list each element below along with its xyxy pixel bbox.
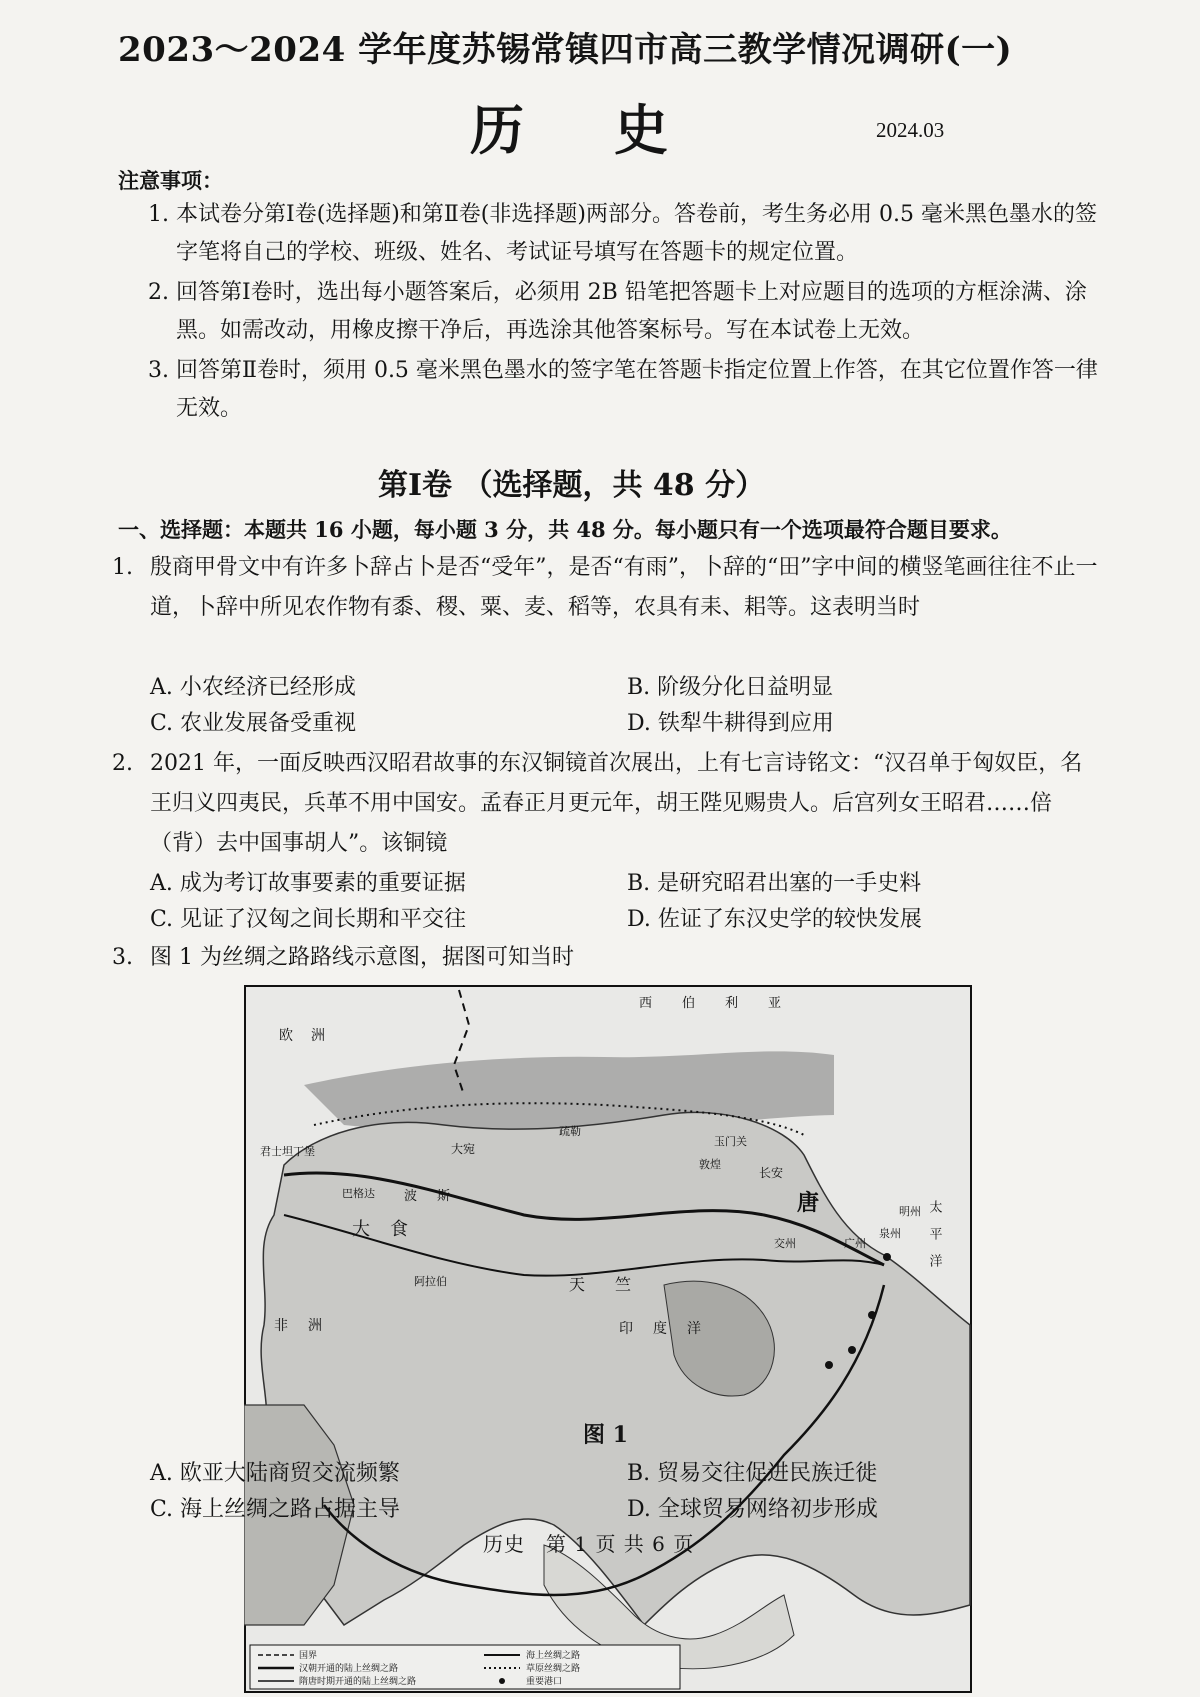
label-yumenguan: 玉门关 — [714, 1135, 747, 1148]
notice-heading: 注意事项： — [118, 168, 223, 193]
option-a: A. 成为考订故事要素的重要证据 — [150, 871, 466, 896]
notice-item-number: 2. — [148, 280, 169, 305]
legend-steppe-road: 草原丝绸之路 — [526, 1664, 581, 1674]
label-siberia: 西伯利亚 — [639, 996, 812, 1011]
port-marker — [848, 1346, 856, 1354]
exam-title: 2023～2024 学年度苏锡常镇四市高三教学情况调研(一) — [118, 30, 1013, 70]
option-a: A. 欧亚大陆商贸交流频繁 — [150, 1461, 400, 1486]
question-3 — [112, 938, 1102, 978]
label-sule: 疏勒 — [559, 1125, 581, 1138]
question-stem: 2021 年，一面反映西汉昭君故事的东汉铜镜首次展出，上有七言诗铭文：“汉召单于匈奴臣，名王归义四夷民，兵革不用中国安。孟春正月更元年，胡王陛见赐贵人。后宫列女王昭君……倍（背）去中国事胡人”。该铜镜 — [150, 751, 1083, 856]
question-number: 2. — [112, 751, 133, 776]
label-tianzhu: 天竺 — [569, 1275, 662, 1294]
notice-item-text: 回答第Ⅰ卷时，选出每小题答案后，必须用 2B 铅笔把答题卡上对应题目的选项的方框涂满、涂黑。如需改动，用橡皮擦干净后，再选涂其他答案标号。写在本试卷上无效。 — [176, 280, 1087, 343]
question-stem: 殷商甲骨文中有许多卜辞占卜是否“受年”，是否“有雨”，卜辞的“田”字中间的横竖笔画往往不止一道，卜辞中所见农作物有黍、稷、粟、麦、稻等，农具有耒、耜等。这表明当时 — [150, 555, 1098, 620]
legend-border: 国界 — [299, 1651, 318, 1661]
section-heading: 第Ⅰ卷 （选择题，共 48 分） — [378, 468, 766, 503]
label-arabia: 阿拉伯 — [414, 1275, 447, 1288]
label-baghdad: 巴格达 — [342, 1187, 375, 1200]
label-indian-ocean: 印度洋 — [619, 1321, 721, 1337]
label-jiaozhou: 交州 — [774, 1237, 796, 1250]
option-c: C. 农业发展备受重视 — [150, 711, 357, 736]
label-tang: 唐 — [797, 1191, 820, 1216]
label-mingzhou: 明州 — [899, 1205, 921, 1218]
label-dunhuang: 敦煌 — [699, 1158, 721, 1171]
option-c: C. 海上丝绸之路占据主导 — [150, 1497, 401, 1522]
question-1 — [112, 548, 1102, 628]
notice-item — [150, 196, 1110, 272]
legend-port: 重要港口 — [526, 1677, 563, 1687]
notice-item-text: 回答第Ⅱ卷时，须用 0.5 毫米黑色墨水的签字笔在答题卡指定位置上作答，在其它位置作答一律无效。 — [176, 358, 1098, 421]
notice-item-number: 3. — [148, 358, 169, 383]
option-d: D. 全球贸易网络初步形成 — [627, 1497, 878, 1522]
label-constantinople: 君士坦丁堡 — [260, 1145, 315, 1158]
figure-caption: 图 1 — [583, 1422, 628, 1448]
port-marker — [883, 1253, 891, 1261]
silk-road-map — [244, 985, 972, 1697]
page-footer: 历史 第 1 页 共 6 页 — [483, 1532, 695, 1556]
label-pacific: 太平洋 — [926, 1200, 942, 1281]
exam-date: 2024.03 — [876, 118, 945, 142]
question-number: 1. — [112, 555, 133, 580]
label-dashi: 大食 — [352, 1219, 428, 1240]
question-2 — [112, 744, 1102, 864]
label-changan: 长安 — [759, 1166, 784, 1180]
subject-title: 历史 — [470, 98, 758, 162]
notice-item-text: 本试卷分第Ⅰ卷(选择题)和第Ⅱ卷(非选择题)两部分。答卷前，考生务必用 0.5 毫米黑色墨水的签字笔将自己的学校、班级、姓名、考试证号填写在答题卡的规定位置。 — [176, 202, 1097, 265]
option-b: B. 阶级分化日益明显 — [627, 675, 834, 700]
label-quanzhou: 泉州 — [879, 1227, 901, 1240]
notice-item — [150, 352, 1110, 428]
question-stem: 图 1 为丝绸之路路线示意图，据图可知当时 — [150, 945, 574, 970]
option-b: B. 是研究昭君出塞的一手史料 — [627, 871, 922, 896]
label-dayuan: 大宛 — [451, 1142, 476, 1156]
notice-item-number: 1. — [148, 202, 169, 227]
option-c: C. 见证了汉匈之间长期和平交往 — [150, 907, 467, 932]
option-d: D. 佐证了东汉史学的较快发展 — [627, 907, 922, 932]
question-number: 3. — [112, 945, 133, 970]
option-a: A. 小农经济已经形成 — [150, 675, 356, 700]
label-persia: 波斯 — [404, 1189, 471, 1204]
label-europe: 欧洲 — [279, 1028, 343, 1044]
part-heading: 一、选择题：本题共 16 小题，每小题 3 分，共 48 分。每小题只有一个选项最符合题目要求。 — [118, 517, 1012, 542]
port-marker — [868, 1311, 876, 1319]
option-b: B. 贸易交往促进民族迁徙 — [627, 1461, 878, 1486]
port-marker — [825, 1361, 833, 1369]
notice-item — [150, 274, 1110, 350]
label-guangzhou: 广州 — [844, 1237, 866, 1250]
legend-suitang-road: 隋唐时期开通的陆上丝绸之路 — [299, 1677, 417, 1687]
legend-han-road: 汉朝开通的陆上丝绸之路 — [299, 1664, 399, 1674]
option-d: D. 铁犁牛耕得到应用 — [627, 711, 834, 736]
label-africa: 非洲 — [274, 1318, 342, 1334]
legend-sea-road: 海上丝绸之路 — [526, 1651, 581, 1661]
